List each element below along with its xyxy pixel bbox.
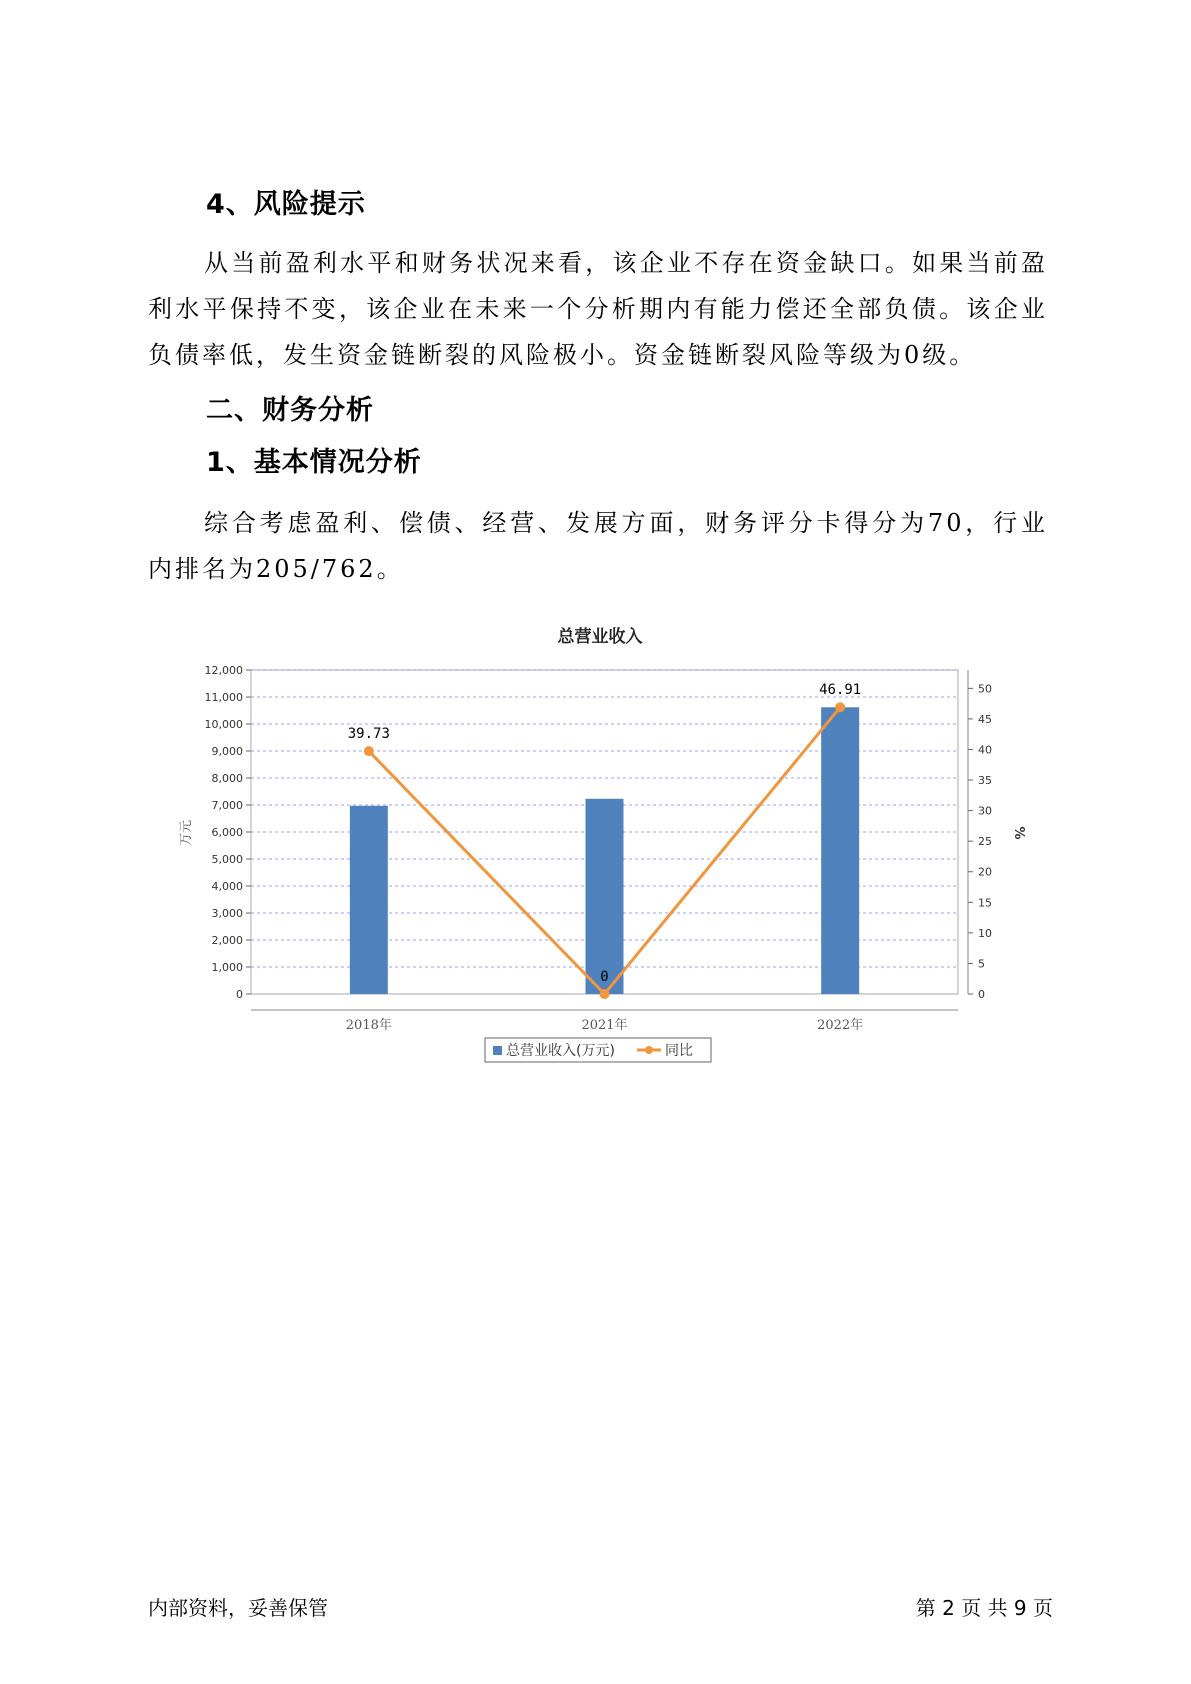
left-tick-label: 1,000: [211, 961, 243, 974]
left-axis: [205, 664, 252, 1001]
data-label: 39.73: [347, 726, 390, 743]
left-tick-label: 11,000: [204, 691, 243, 704]
left-tick-label: 7,000: [211, 799, 243, 812]
left-tick-label: 10,000: [204, 718, 243, 731]
footer-confidential: 内部资料，妥善保管: [148, 1596, 328, 1620]
bar: [586, 799, 624, 994]
chart-title: 总营业收入: [557, 627, 643, 647]
risk-paragraph: 从当前盈利水平和财务状况来看，该企业不存在资金缺口。如果当前盈利水平保持不变，该企业在未来一个分析期内有能力偿还全部负债。该企业负债率低，发生资金链断裂的风险极小。资金链断裂风险等级为0级。: [148, 249, 1048, 369]
right-tick-label: 50: [978, 682, 992, 696]
line-point: [600, 989, 610, 999]
left-tick-label: 12,000: [204, 664, 243, 677]
left-tick-label: 6,000: [211, 826, 243, 839]
data-label: 46.91: [819, 682, 862, 699]
left-tick-label: 0: [236, 988, 243, 1001]
x-tick-label: 2021年: [581, 1018, 628, 1033]
legend-label-bar: 总营业收入(万元): [506, 1043, 615, 1059]
section-heading-risk: 4、风险提示: [206, 189, 366, 220]
bar: [350, 806, 388, 994]
right-axis-label: %: [1011, 826, 1026, 840]
left-tick-label: 4,000: [211, 880, 243, 893]
right-tick-label: 25: [978, 835, 992, 849]
chart-legend: [485, 1038, 711, 1062]
right-tick-label: 10: [978, 926, 992, 940]
sub-heading-basic-analysis: 1、基本情况分析: [206, 447, 422, 478]
basic-analysis-paragraph: 综合考虑盈利、偿债、经营、发展方面，财务评分卡得分为70，行业内排名为205/762。: [148, 509, 1048, 583]
x-axis: [251, 1010, 958, 1033]
right-tick-label: 20: [978, 865, 992, 879]
right-tick-label: 35: [978, 774, 992, 788]
right-tick-label: 0: [978, 988, 985, 1001]
left-tick-label: 3,000: [211, 907, 243, 920]
left-tick-label: 8,000: [211, 772, 243, 785]
left-axis-label: 万元: [179, 819, 194, 847]
data-label: 0: [600, 969, 609, 985]
right-tick-label: 30: [978, 804, 992, 818]
legend-label-line: 同比: [665, 1043, 693, 1059]
line-point: [364, 746, 374, 756]
legend-swatch-bar: [493, 1046, 502, 1055]
right-tick-label: 15: [978, 896, 992, 910]
right-tick-label: 40: [978, 743, 992, 757]
right-tick-label: 45: [978, 712, 992, 726]
revenue-chart: [179, 618, 1026, 1078]
legend-swatch-point: [645, 1046, 653, 1054]
right-tick-label: 5: [978, 957, 985, 971]
section-heading-finance: 二、财务分析: [206, 395, 374, 426]
left-tick-label: 9,000: [211, 745, 243, 758]
footer-page-number: 第 2 页 共 9 页: [915, 1596, 1053, 1620]
line-point: [835, 702, 845, 712]
left-tick-label: 2,000: [211, 934, 243, 947]
x-tick-label: 2022年: [817, 1018, 864, 1033]
right-axis: [968, 670, 992, 1001]
x-tick-label: 2018年: [345, 1018, 392, 1033]
left-tick-label: 5,000: [211, 853, 243, 866]
bar: [821, 707, 859, 994]
